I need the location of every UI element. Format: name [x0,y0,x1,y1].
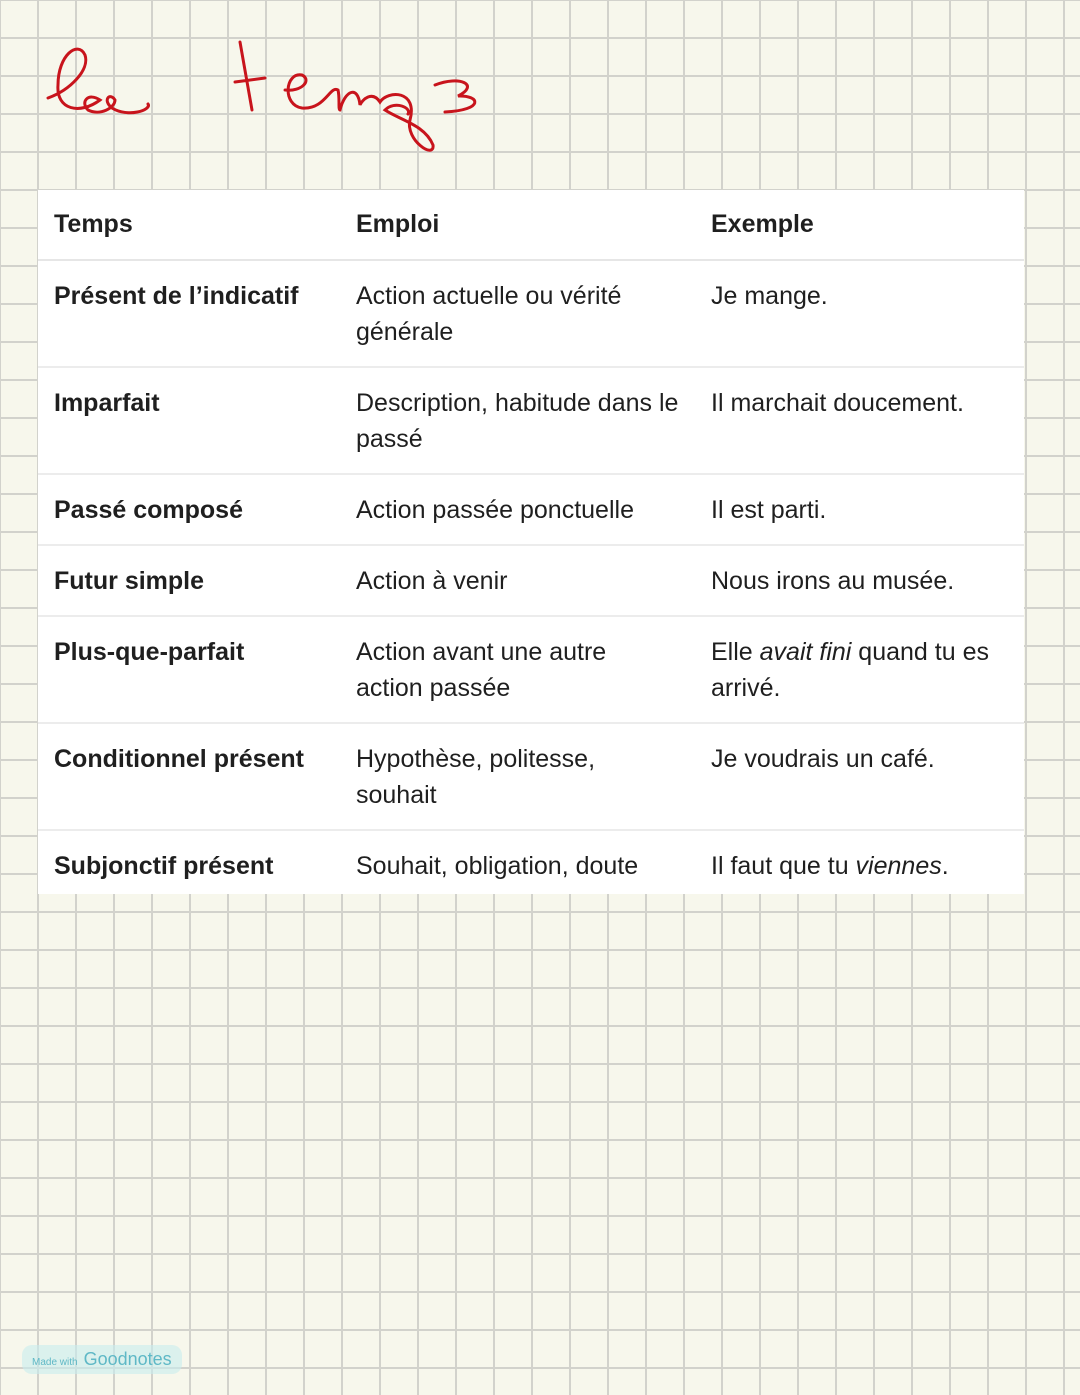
cell-exemple: Nous irons au musée. [695,545,1024,616]
header-temps: Temps [54,210,133,238]
text: Il faut que tu [711,852,856,880]
table-row [38,723,1024,830]
header-exemple: Exemple [711,210,814,238]
cell-exemple: Il marchait doucement. [695,367,1024,474]
table-row [38,830,1024,894]
cell-temps: Futur simple [38,545,340,616]
cell-exemple [695,616,1024,723]
text: quand tu es arrivé. [711,638,989,702]
table-row [38,260,1024,367]
handwritten-title [40,30,500,165]
cell-emploi: Description, habitude dans le passé [340,367,695,474]
cell-temps: Imparfait [38,367,340,474]
tenses-table [38,190,1024,894]
cell-emploi: Action à venir [340,545,695,616]
header-emploi: Emploi [356,210,440,238]
cell-temps: Conditionnel présent [38,723,340,830]
watermark-brand: Goodnotes [83,1349,172,1369]
cell-emploi: Souhait, obligation, doute [340,830,695,894]
watermark-prefix: Made with [32,1357,78,1368]
cell-exemple: Je mange. [695,260,1024,367]
cell-emploi: Action avant une autre action passée [340,616,695,723]
cell-temps: Plus-que-parfait [38,616,340,723]
cell-emploi: Action actuelle ou vérité générale [340,260,695,367]
goodnotes-watermark [22,1345,182,1374]
table-row [38,545,1024,616]
cell-temps: Passé composé [38,474,340,545]
text: . [941,852,949,880]
italic-text: avait fini [759,638,852,666]
cell-exemple [695,830,1024,894]
cell-emploi: Hypothèse, politesse, souhait [340,723,695,830]
cell-temps: Subjonctif présent [38,830,340,894]
text: Elle [711,638,760,666]
cell-temps: Présent de l’indicatif [38,260,340,367]
table-header-row [38,190,1024,260]
table-row [38,616,1024,723]
italic-text: viennes [855,852,942,880]
table-row [38,367,1024,474]
cell-exemple: Je voudrais un café. [695,723,1024,830]
cell-exemple: Il est parti. [695,474,1024,545]
table-row [38,474,1024,545]
cell-emploi: Action passée ponctuelle [340,474,695,545]
